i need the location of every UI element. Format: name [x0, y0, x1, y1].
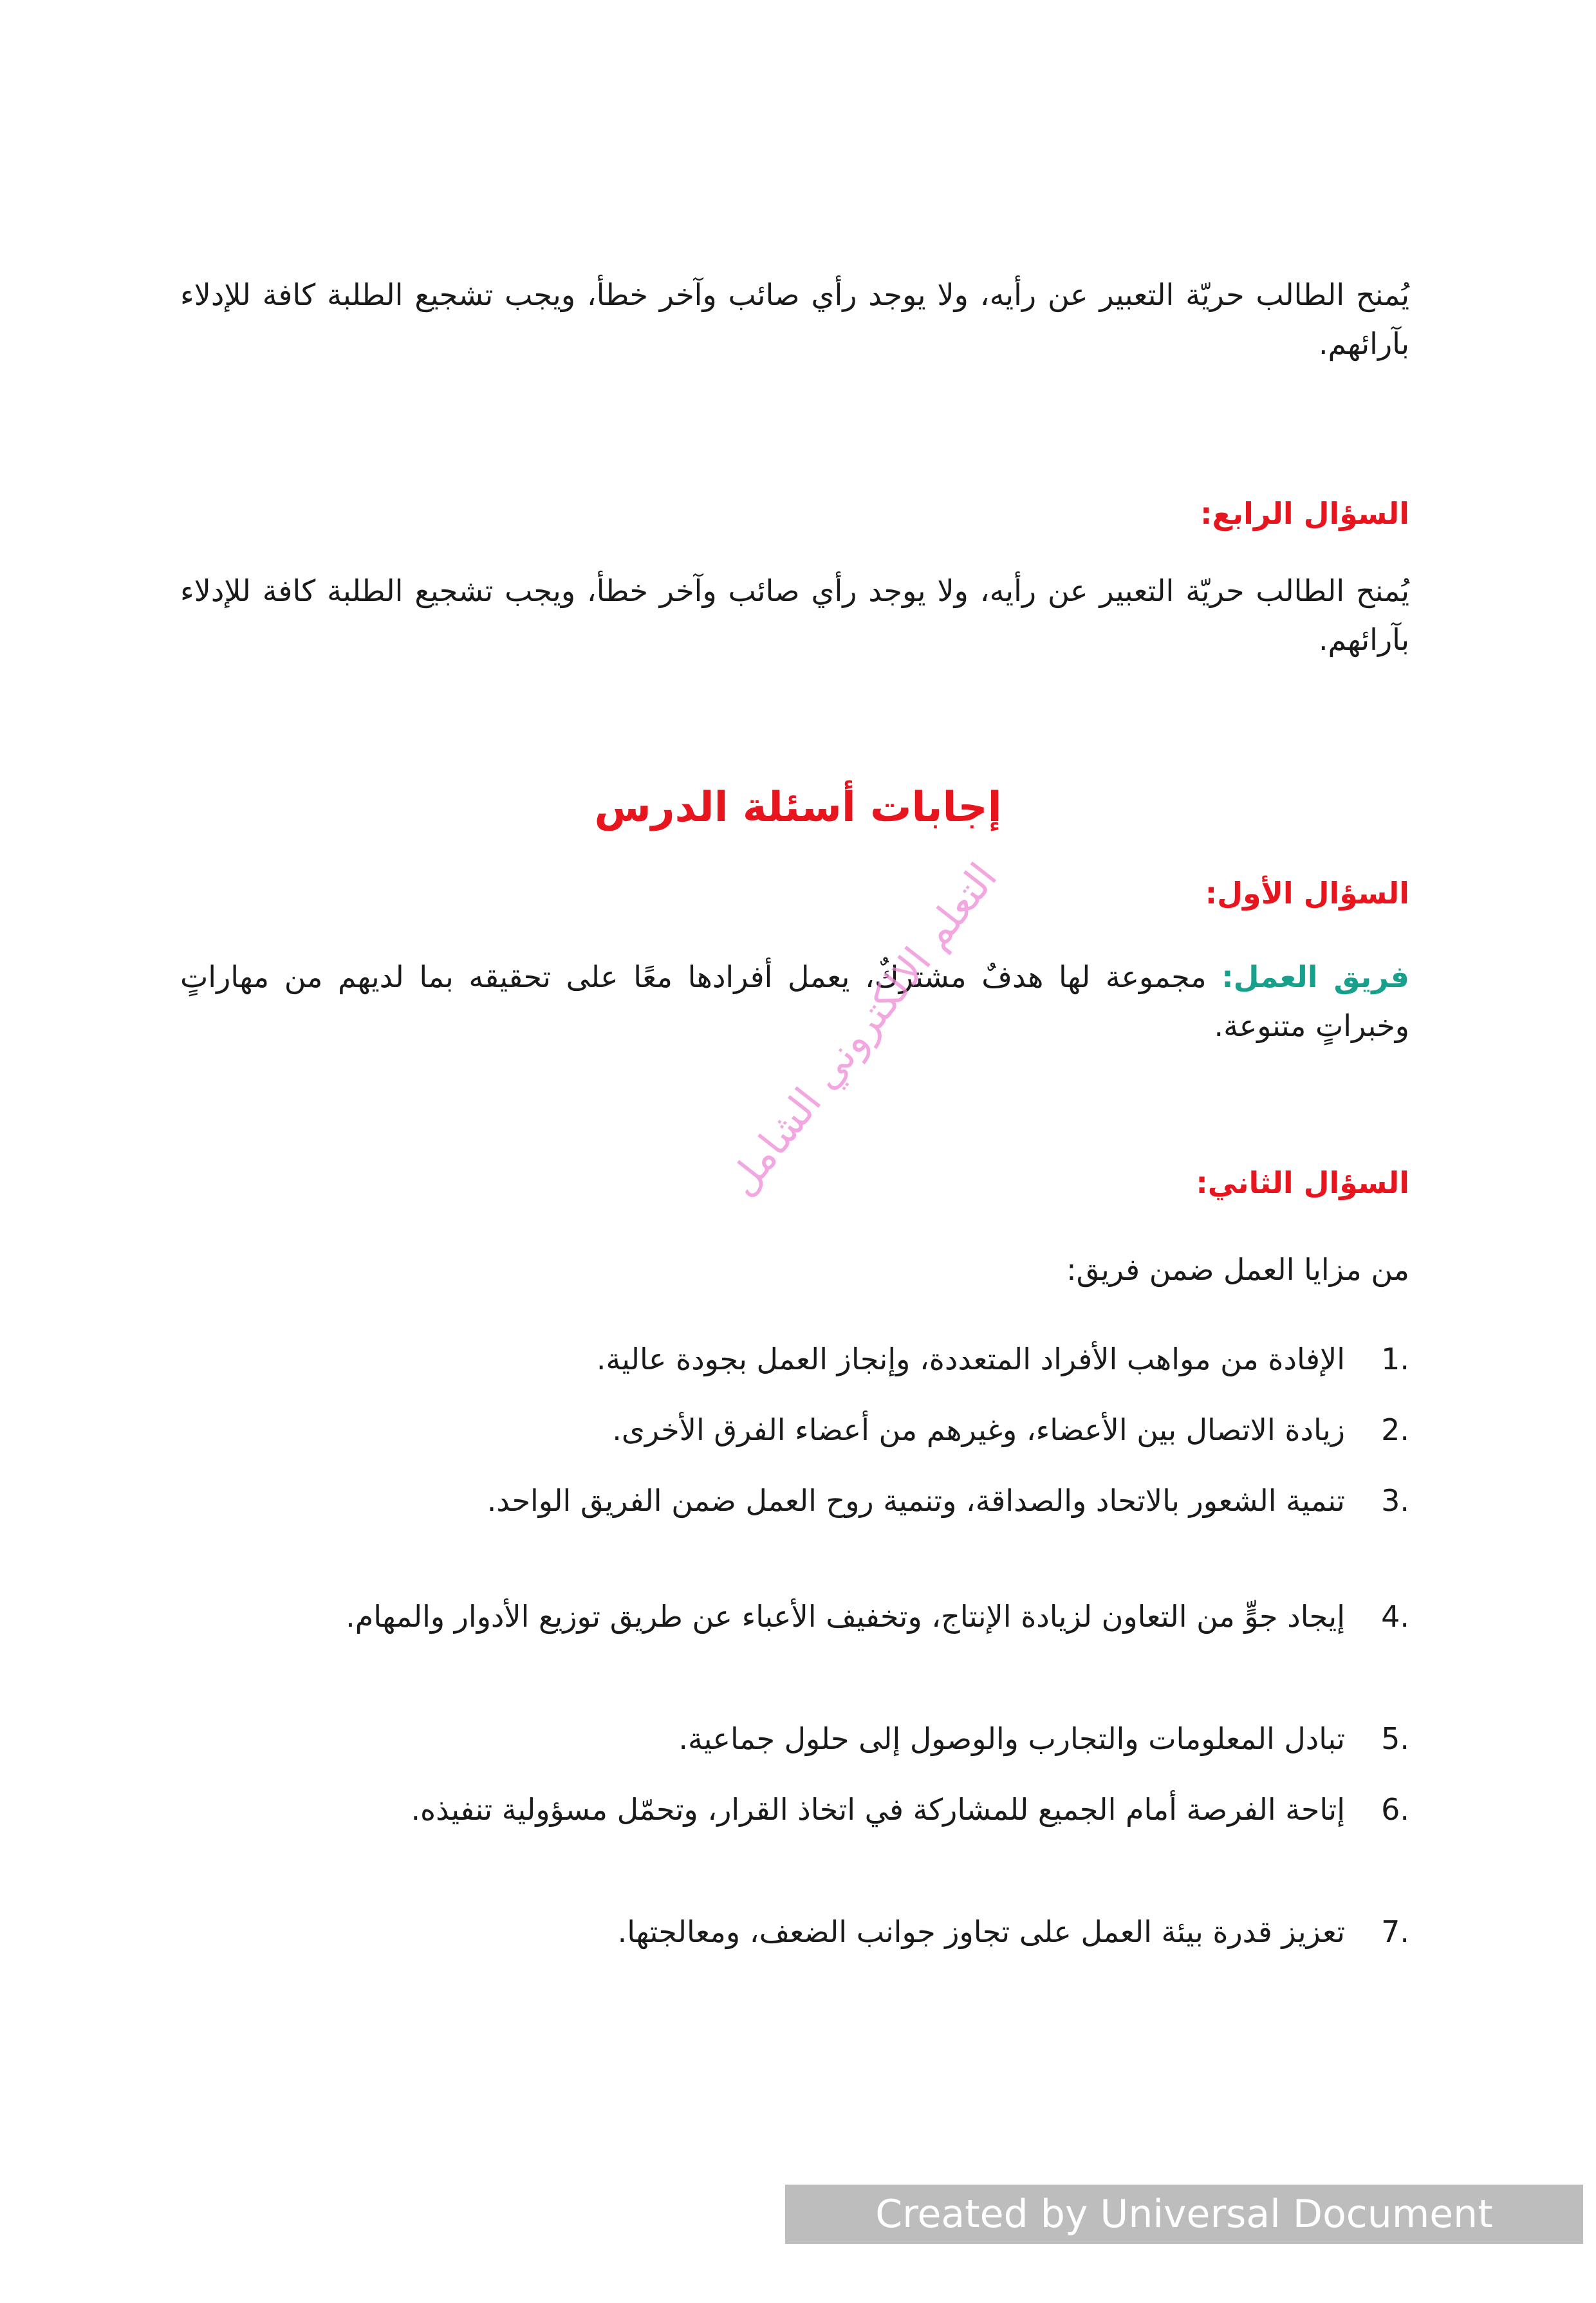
- list-item-number: 1.: [1381, 1342, 1409, 1376]
- list-item-text: إتاحة الفرصة أمام الجميع للمشاركة في اتخاذ القرار، وتحمّل مسؤولية تنفيذه.: [411, 1792, 1345, 1827]
- list-item: [122, 1786, 1409, 1833]
- list-item-text: الإفادة من مواهب الأفراد المتعددة، وإنجاز العمل بجودة عالية.: [596, 1342, 1345, 1376]
- list-item-number: 5.: [1381, 1721, 1409, 1756]
- watermark: التعلم الالكتروني الشامل: [718, 854, 1007, 1205]
- list-item: [122, 1477, 1409, 1524]
- question-two-heading: السؤال الثاني:: [1196, 1165, 1409, 1200]
- team-work-definition: مجموعة لها هدفٌ مشتركٌ، يعمل أفرادها معًا على تحقيقه بما لديهم من مهاراتٍ وخبراتٍ متنوعة.: [180, 959, 1409, 1043]
- question-one-heading: السؤال الأول:: [1205, 876, 1409, 911]
- list-item: [122, 1335, 1409, 1383]
- list-item-number: 2.: [1381, 1412, 1409, 1447]
- list-item-text: زيادة الاتصال بين الأعضاء، وغيرهم من أعضاء الفرق الأخرى.: [612, 1412, 1345, 1447]
- list-item-text: تنمية الشعور بالاتحاد والصداقة، وتنمية روح العمل ضمن الفريق الواحد.: [487, 1483, 1345, 1518]
- list-item-number: 4.: [1381, 1599, 1409, 1634]
- list-item: [122, 1908, 1409, 1956]
- list-item: [122, 1593, 1409, 1640]
- question-one-answer: [180, 952, 1409, 1050]
- question-two-intro: من مزايا العمل ضمن فريق:: [1066, 1252, 1409, 1287]
- converter-badge: Created by Universal Document Converter: [785, 2185, 1583, 2244]
- list-item-text: تبادل المعلومات والتجارب والوصول إلى حلول جماعية.: [678, 1721, 1345, 1756]
- list-item-text: إيجاد جوٍّ من التعاون لزيادة الإنتاج، وتخفيف الأعباء عن طريق توزيع الأدوار والمهام.: [346, 1599, 1345, 1634]
- section-title: إجابات أسئلة الدرس: [594, 784, 1002, 831]
- list-item: [122, 1406, 1409, 1454]
- list-item-text: تعزيز قدرة بيئة العمل على تجاوز جوانب الضعف، ومعالجتها.: [617, 1914, 1345, 1949]
- question-four-answer: يُمنح الطالب حريّة التعبير عن رأيه، ولا يوجد رأي صائب وآخر خطأ، ويجب تشجيع الطلبة كافة للإدلاء بآرائهم.: [180, 573, 1409, 657]
- team-work-term: فريق العمل:: [1221, 959, 1409, 994]
- list-item-number: 7.: [1381, 1914, 1409, 1949]
- question-four-heading: السؤال الرابع:: [1200, 496, 1409, 531]
- intro-paragraph: يُمنح الطالب حريّة التعبير عن رأيه، ولا يوجد رأي صائب وآخر خطأ، ويجب تشجيع الطلبة كافة للإدلاء بآرائهم.: [180, 277, 1409, 361]
- list-item: [122, 1715, 1409, 1762]
- list-item-number: 6.: [1381, 1792, 1409, 1827]
- list-item-number: 3.: [1381, 1483, 1409, 1518]
